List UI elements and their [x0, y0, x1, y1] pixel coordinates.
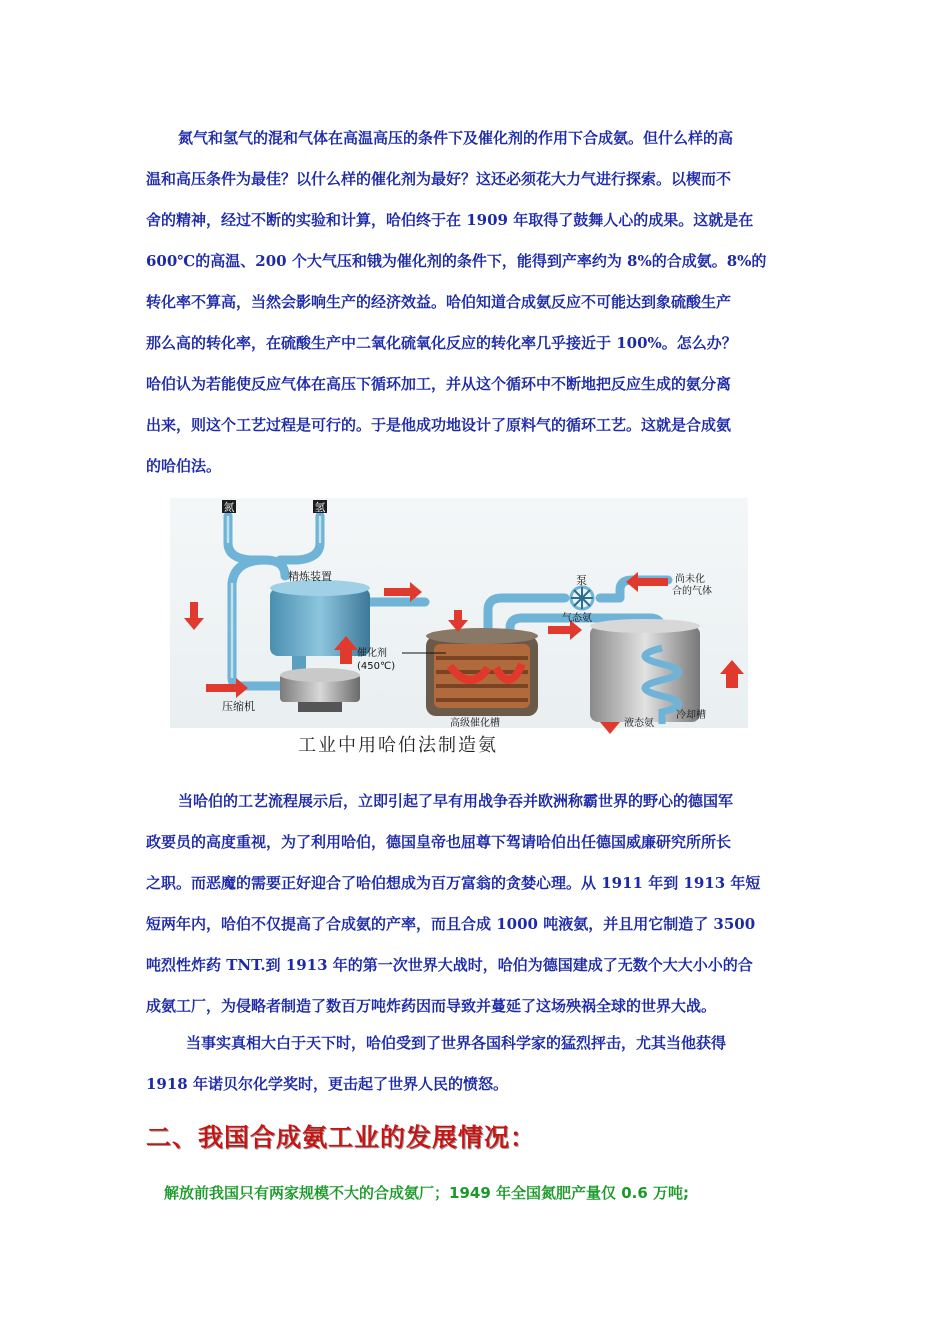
pump-icon	[571, 587, 593, 609]
converter-label: 高级催化槽	[450, 718, 500, 729]
text-line: 舍的精神，经过不断的实验和计算，哈伯终于在 1909 年取得了鼓舞人心的成果。这就是在	[146, 211, 754, 229]
gas-ammonia-label: 气态氨	[562, 613, 592, 624]
text-line: 之职。而恶魔的需要正好迎合了哈伯想成为百万富翁的贪婪心理。从 1911 年到 1913 年短	[146, 874, 761, 892]
hydrogen-label: 氢	[314, 501, 326, 514]
figure-caption: 工业中用哈伯法制造氨	[298, 735, 498, 756]
history-paragraph	[146, 781, 808, 1027]
catalytic-converter	[426, 628, 538, 716]
haber-process-diagram	[170, 498, 748, 758]
text-line: 那么高的转化率，在硫酸生产中二氧化硫氧化反应的转化率几乎接近于 100%。怎么办？	[146, 334, 737, 352]
catalyst-temp-label: (450℃)	[357, 661, 396, 672]
text-line: 1918 年诺贝尔化学奖时，更击起了世界人民的愤怒。	[146, 1075, 508, 1093]
text-line: 吨烈性炸药 TNT.到 1913 年的第一次世界大战时，哈伯为德国建成了无数个大大小小的合	[146, 956, 753, 974]
text-line: 短两年内，哈伯不仅提高了合成氨的产率，而且合成 1000 吨液氨，并且用它制造了 3500	[146, 915, 756, 933]
criticism-paragraph	[146, 1023, 808, 1105]
text-line: 转化率不算高，当然会影响生产的经济效益。哈伯知道合成氨反应不可能达到象硫酸生产	[146, 293, 732, 311]
text-line: 氮气和氢气的混和气体在高温高压的条件下及催化剂的作用下合成氨。但什么样的高	[178, 129, 734, 147]
refiner-label: 精炼装置	[288, 570, 332, 583]
text-line: 哈伯认为若能使反应气体在高压下循环加工，并从这个循环中不断地把反应生成的氨分离	[146, 375, 732, 393]
text-line: 温和高压条件为最佳？以什么样的催化剂为最好？这还必须花大力气进行探索。以楔而不	[146, 170, 732, 188]
unreacted-gas-label: 合的气体	[672, 586, 712, 597]
pump-label: 泵	[576, 574, 587, 587]
unreacted-gas-label: 尚未化	[675, 574, 705, 585]
section-heading: 二、我国合成氨工业的发展情况：	[146, 1123, 537, 1152]
intro-paragraph	[146, 118, 808, 487]
nitrogen-label: 氮	[223, 501, 235, 514]
text-line: 的哈伯法。	[146, 457, 222, 475]
text-line: 当哈伯的工艺流程展示后，立即引起了早有用战争吞并欧洲称霸世界的野心的德国军	[178, 792, 734, 810]
highlight-line: 解放前我国只有两家规模不大的合成氨厂；1949 年全国氮肥产量仅 0.6 万吨;	[164, 1184, 689, 1202]
text-line: 成氨工厂，为侵略者制造了数百万吨炸药因而导致并蔓延了这场殃祸全球的世界大战。	[146, 997, 717, 1015]
cooling-tank	[590, 619, 700, 724]
compressor-label: 压缩机	[222, 700, 255, 713]
catalyst-label: 催化剂	[357, 648, 387, 659]
liquid-ammonia-label: 液态氨	[624, 718, 654, 729]
text-line: 600℃的高温、200 个大气压和锇为催化剂的条件下，能得到产率约为 8%的合成氨。8%的	[146, 252, 767, 270]
cooler-label: 冷却槽	[676, 710, 706, 721]
text-line: 政要员的高度重视，为了利用哈伯，德国皇帝也屈尊下驾请哈伯出任德国威廉研究所所长	[146, 833, 732, 851]
text-line: 当事实真相大白于天下时，哈伯受到了世界各国科学家的猛烈抨击，尤其当他获得	[186, 1034, 727, 1052]
text-line: 出来，则这个工艺过程是可行的。于是他成功地设计了原料气的循环工艺。这就是合成氨	[146, 416, 732, 434]
